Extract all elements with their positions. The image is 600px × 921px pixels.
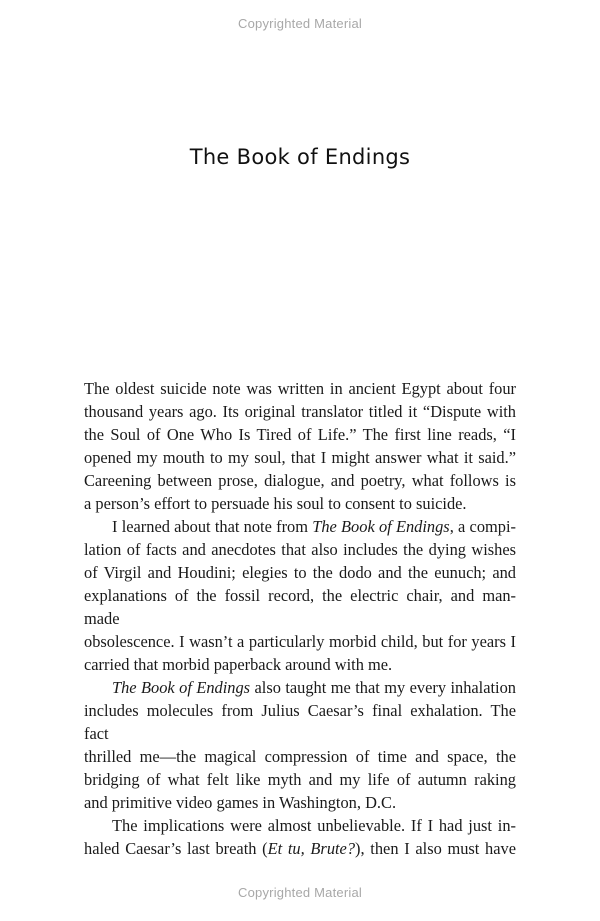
text-run: , a compi- — [449, 517, 516, 536]
paragraph-line: thousand years ago. Its original translator titled it “Dispute with — [84, 402, 516, 421]
copyright-watermark-bottom: Copyrighted Material — [238, 885, 362, 900]
paragraph-line: opened my mouth to my soul, that I might answer what it said.” — [84, 448, 516, 467]
paragraph-line: explanations of the fossil record, the electric chair, and man-made — [84, 586, 516, 628]
text-run: also taught me that my every inhalation — [250, 678, 516, 697]
text-run: haled Caesar’s last breath ( — [84, 839, 268, 858]
paragraph-line — [84, 676, 516, 699]
paragraph-line: Careening between prose, dialogue, and poetry, what follows is — [84, 471, 516, 490]
paragraph-line: The oldest suicide note was written in ancient Egypt about four — [84, 379, 516, 398]
chapter-title: The Book of Endings — [189, 145, 411, 169]
book-title-italic: The Book of Endings — [112, 678, 251, 697]
paragraph-line: the Soul of One Who Is Tired of Life.” The first line reads, “I — [84, 425, 516, 444]
paragraph-line: and primitive video games in Washington, D.C. — [84, 793, 397, 812]
paragraph-line: includes molecules from Julius Caesar’s final exhalation. The fact — [84, 701, 516, 743]
copyright-watermark-top: Copyrighted Material — [238, 16, 362, 31]
paragraph-line: of Virgil and Houdini; elegies to the dodo and the eunuch; and — [84, 563, 516, 582]
paragraph-line: lation of facts and anecdotes that also includes the dying wishes — [84, 540, 516, 559]
quote-italic: Et tu, Brute? — [267, 839, 356, 858]
paragraph-line: The implications were almost unbelievable. If I had just in- — [112, 816, 516, 835]
paragraph-line — [84, 515, 516, 538]
paragraph-line: a person’s effort to persuade his soul to consent to suicide. — [84, 494, 467, 513]
text-run: I learned about that note from — [112, 517, 313, 536]
paragraph-line: carried that morbid paperback around with me. — [84, 655, 393, 674]
paragraph-line: obsolescence. I wasn’t a particularly morbid child, but for years I — [84, 632, 516, 651]
text-run: ), then I also must have — [355, 839, 517, 858]
paragraph-line: bridging of what felt like myth and my life of autumn raking — [84, 770, 516, 789]
book-title-italic: The Book of Endings — [312, 517, 450, 536]
paragraph-line — [84, 837, 516, 860]
body-text — [84, 377, 516, 860]
paragraph-line: thrilled me—the magical compression of time and space, the — [84, 747, 516, 766]
